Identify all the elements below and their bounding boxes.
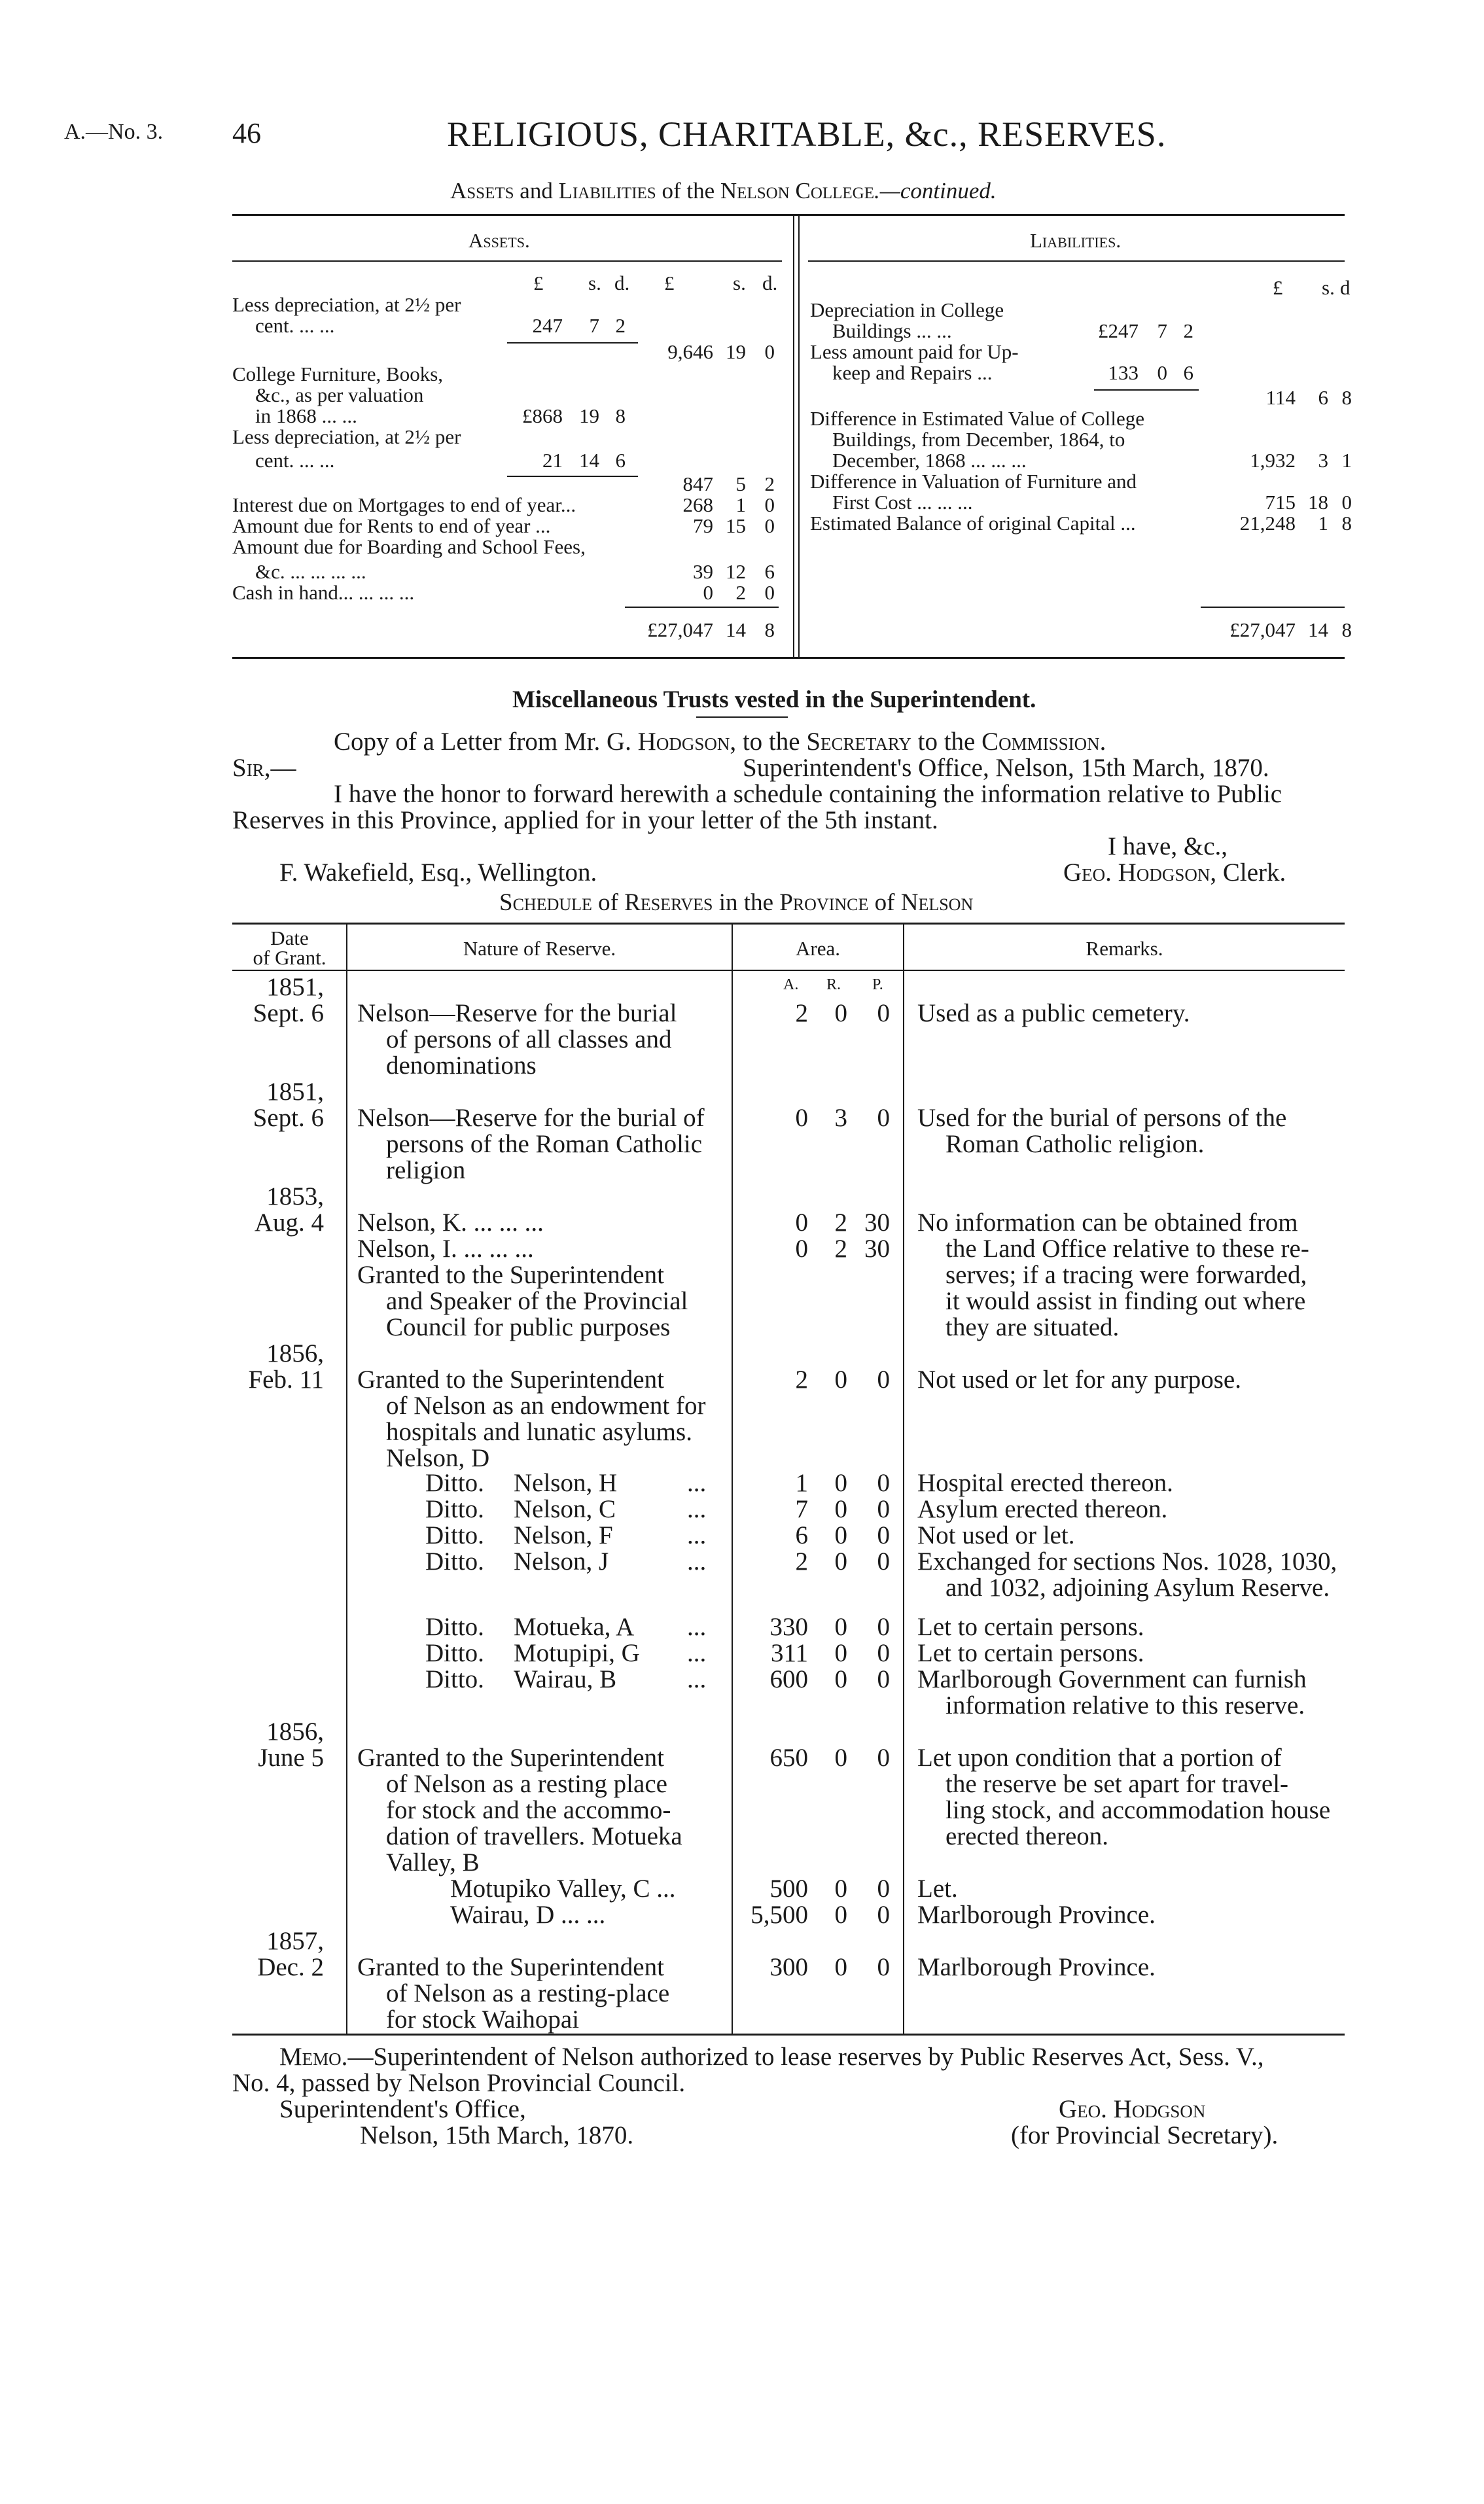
area-value: 30 (864, 1235, 890, 1263)
area-value: 0 (834, 1366, 847, 1394)
reserve-nature: dation of travellers. Motueka (386, 1822, 682, 1850)
document-reference: A.—No. 3. (64, 120, 164, 144)
amount: 6 (764, 560, 775, 583)
reserve-nature: for stock Waihopai (386, 2005, 580, 2034)
memo-text: No. 4, passed by Nelson Provincial Council. (232, 2069, 686, 2097)
reserve-nature: and Speaker of the Provincial (386, 1287, 688, 1315)
unit-acres: A. (783, 976, 799, 993)
area-value: 0 (877, 1744, 890, 1772)
ditto-mark: Ditto. (425, 1469, 484, 1497)
reserve-nature: of persons of all classes and (386, 1025, 672, 1053)
memo-office: Superintendent's Office, (279, 2095, 526, 2123)
amount: 2 (615, 314, 626, 337)
column-divider (903, 923, 904, 2034)
amount: 7 (1157, 319, 1167, 342)
remarks-text: Exchanged for sections Nos. 1028, 1030, (917, 1547, 1337, 1576)
area-value: 1 (795, 1469, 808, 1497)
ditto-mark: Ditto. (425, 1665, 484, 1693)
remarks-text: Let to certain persons. (917, 1639, 1144, 1667)
amount: 15 (726, 514, 746, 537)
asset-label: Amount due for Boarding and School Fees, (232, 535, 586, 558)
ditto-mark: Ditto. (425, 1547, 484, 1576)
asset-label: Less depreciation, at 2½ per (232, 425, 461, 448)
amount: 8 (615, 404, 626, 427)
amount: 0 (764, 493, 775, 516)
table-top-rule (232, 214, 1345, 216)
amount: 7 (589, 314, 599, 337)
area-value: 0 (834, 1953, 847, 1981)
amount: 1 (735, 493, 746, 516)
letter-body: I have the honor to forward herewith a schedule containing the information relative to Public (334, 780, 1282, 808)
reserve-nature: religion (386, 1156, 466, 1184)
liability-label: Depreciation in College (810, 298, 1004, 321)
schedule-head-rule (232, 970, 1345, 971)
remarks-text: Let to certain persons. (917, 1613, 1144, 1641)
area-value: 0 (877, 999, 890, 1027)
grant-date: 1857, (266, 1927, 324, 1955)
area-value: 7 (795, 1495, 808, 1523)
amount: 2 (764, 472, 775, 495)
area-value: 0 (877, 1104, 890, 1132)
amount: 1,932 (1250, 449, 1296, 472)
remarks-text: Roman Catholic religion. (945, 1130, 1205, 1158)
asset-label: Amount due for Rents to end of year ... (232, 514, 551, 537)
reserve-nature: of Nelson as a resting place (386, 1770, 667, 1798)
remarks-text: information relative to this reserve. (945, 1691, 1305, 1719)
remarks-text: the reserve be set apart for travel- (945, 1770, 1289, 1798)
area-value: 0 (877, 1953, 890, 1981)
grant-date: Dec. 2 (257, 1953, 324, 1981)
reserve-nature: of Nelson as an endowment for (386, 1392, 706, 1420)
liability-label: Buildings ... ... (832, 319, 952, 342)
column-divider (732, 923, 733, 2034)
reserve-name: Motueka, A (514, 1613, 635, 1641)
area-value: 0 (834, 1744, 847, 1772)
ditto-mark: Ditto. (425, 1639, 484, 1667)
area-value: 0 (877, 1521, 890, 1549)
unit-perches: P. (872, 976, 883, 993)
amount: 0 (764, 514, 775, 537)
amount: 1 (1341, 449, 1352, 472)
area-value: 0 (877, 1469, 890, 1497)
col-head: s. (588, 272, 601, 294)
grant-date: 1851, (266, 1078, 324, 1106)
memo-text: Memo.—Superintendent of Nelson authorized to lease reserves by Public Reserves Act, Sess. V., (279, 2043, 1264, 2071)
amount: 9,646 (667, 340, 713, 363)
col-nature: Nature of Reserve. (463, 937, 616, 960)
liability-label: First Cost ... ... ... (832, 491, 973, 514)
grant-date: Sept. 6 (253, 999, 324, 1027)
amount: 6 (1318, 386, 1328, 409)
assets-total: 14 (726, 618, 746, 641)
liability-label: December, 1868 ... ... ... (832, 449, 1027, 472)
remarks-text: Used as a public cemetery. (917, 999, 1190, 1027)
grant-date: 1856, (266, 1718, 324, 1746)
reserve-nature: for stock and the accommo- (386, 1796, 671, 1824)
ditto-mark: Ditto. (425, 1613, 484, 1641)
area-value: 0 (795, 1235, 808, 1263)
subtotal-rule (507, 342, 638, 344)
area-value: 500 (769, 1875, 808, 1903)
asset-label: cent. ... ... (255, 449, 335, 472)
amount: 5 (735, 472, 746, 495)
asset-label: Cash in hand... ... ... ... (232, 581, 415, 604)
amount: 247 (532, 314, 563, 337)
amount: 19 (726, 340, 746, 363)
area-value: 0 (795, 1104, 808, 1132)
schedule-top-rule (232, 923, 1345, 925)
reserve-nature: Granted to the Superintendent (357, 1744, 664, 1772)
col-head: £ (533, 272, 544, 294)
page-title: RELIGIOUS, CHARITABLE, &c., RESERVES. (447, 115, 1167, 154)
amount: 21 (542, 449, 563, 472)
reserve-nature: of Nelson as a resting-place (386, 1979, 670, 2007)
amount: 14 (579, 449, 599, 472)
asset-label: Interest due on Mortgages to end of year... (232, 493, 576, 516)
reserve-name: Motupiko Valley, C ... (450, 1875, 676, 1903)
memo-date: Nelson, 15th March, 1870. (360, 2121, 634, 2149)
grant-date: Sept. 6 (253, 1104, 324, 1132)
grant-date: 1856, (266, 1339, 324, 1367)
amount: 133 (1108, 361, 1139, 384)
amount: 8 (1341, 512, 1352, 535)
remarks-text: Not used or let. (917, 1521, 1075, 1549)
area-value: 2 (795, 1366, 808, 1394)
liability-label: Buildings, from December, 1864, to (832, 428, 1125, 451)
col-head: s. (1322, 276, 1335, 299)
amount: 0 (764, 581, 775, 604)
grant-date: June 5 (258, 1744, 324, 1772)
area-value: 2 (834, 1208, 847, 1237)
area-value: 0 (834, 1495, 847, 1523)
remarks-text: the Land Office relative to these re- (945, 1235, 1309, 1263)
area-value: 0 (877, 1613, 890, 1641)
letter-office: Superintendent's Office, Nelson, 15th March, 1870. (743, 754, 1269, 782)
letter-close: I have, &c., (1108, 832, 1228, 860)
reserve-nature: Granted to the Superintendent (357, 1366, 664, 1394)
area-value: 0 (877, 1366, 890, 1394)
reserve-nature: Nelson, K. ... ... ... (357, 1208, 544, 1237)
amount: 2 (735, 581, 746, 604)
col-head: d. (762, 272, 778, 294)
memo-signature-title: (for Provincial Secretary). (1011, 2121, 1279, 2149)
amount: 268 (682, 493, 713, 516)
area-value: 0 (834, 1639, 847, 1667)
col-head: d (1340, 276, 1351, 299)
liability-label: Difference in Estimated Value of College (810, 407, 1145, 430)
remarks-text: ling stock, and accommodation house (945, 1796, 1331, 1824)
column-divider (346, 923, 347, 2034)
area-value: 0 (834, 1901, 847, 1929)
reserve-nature: Granted to the Superintendent (357, 1953, 664, 1981)
col-remarks: Remarks. (1086, 937, 1163, 960)
remarks-text: Hospital erected thereon. (917, 1469, 1173, 1497)
reserve-name: Nelson, J (514, 1547, 609, 1576)
amount: £247 (1098, 319, 1139, 342)
amount: 114 (1265, 386, 1296, 409)
area-value: 0 (834, 1665, 847, 1693)
area-value: 0 (834, 1613, 847, 1641)
grant-date: Feb. 11 (248, 1366, 324, 1394)
remarks-text: Marlborough Province. (917, 1901, 1156, 1929)
letter-caption: Copy of a Letter from Mr. G. Hodgson, to the Secretary to the Commission. (334, 728, 1106, 756)
table-subtitle: Assets and Liabilities of the Nelson College.—continued. (450, 178, 997, 203)
remarks-text: Used for the burial of persons of the (917, 1104, 1287, 1132)
amount: 0 (1341, 491, 1352, 514)
liabilities-total: 8 (1341, 618, 1352, 641)
page-number: 46 (232, 117, 261, 149)
asset-label: &c. ... ... ... ... (255, 560, 366, 583)
liabilities-total: 14 (1308, 618, 1328, 641)
col-head: d. (614, 272, 630, 294)
amount: 19 (579, 404, 599, 427)
area-value: 0 (877, 1547, 890, 1576)
assets-heading: Assets. (468, 229, 530, 252)
reserve-name: Nelson, F (514, 1521, 613, 1549)
rule (232, 260, 782, 262)
remarks-text: Let upon condition that a portion of (917, 1744, 1282, 1772)
col-area: Area. (796, 937, 840, 960)
remarks-text: Asylum erected thereon. (917, 1495, 1168, 1523)
amount: 6 (615, 449, 626, 472)
letter-body: Reserves in this Province, applied for in your letter of the 5th instant. (232, 806, 938, 834)
amount: 79 (693, 514, 713, 537)
reserve-nature: Nelson, I. ... ... ... (357, 1235, 534, 1263)
reserve-name: Wairau, D ... ... (450, 1901, 606, 1929)
liability-label: Estimated Balance of original Capital ... (810, 512, 1136, 535)
area-value: 650 (769, 1744, 808, 1772)
remarks-text: Marlborough Government can furnish (917, 1665, 1307, 1693)
amount: 715 (1265, 491, 1296, 514)
liabilities-heading: Liabilities. (1030, 229, 1122, 252)
total-rule (1201, 607, 1345, 608)
col-head: £ (664, 272, 675, 294)
amount: 8 (1341, 386, 1352, 409)
area-value: 0 (877, 1495, 890, 1523)
area-value: 0 (834, 1875, 847, 1903)
subtotal-rule (1094, 389, 1199, 391)
amount: 39 (693, 560, 713, 583)
remarks-text: it would assist in finding out where (945, 1287, 1306, 1315)
asset-label: in 1868 ... ... (255, 404, 357, 427)
area-value: 6 (795, 1521, 808, 1549)
amount: 0 (764, 340, 775, 363)
amount: 6 (1183, 361, 1193, 384)
reserve-name: Nelson, H (514, 1469, 618, 1497)
reserve-nature: denominations (386, 1051, 537, 1080)
col-head: £ (1273, 276, 1283, 299)
area-value: 0 (877, 1639, 890, 1667)
liabilities-total: £27,047 (1229, 618, 1296, 641)
grant-date: Aug. 4 (254, 1208, 324, 1237)
area-value: 0 (877, 1665, 890, 1693)
amount: 847 (682, 472, 713, 495)
area-value: 0 (877, 1901, 890, 1929)
col-head: s. (733, 272, 746, 294)
area-value: 300 (769, 1953, 808, 1981)
section-heading: Miscellaneous Trusts vested in the Superintendent. (512, 686, 1036, 713)
amount: 0 (703, 581, 713, 604)
asset-label: cent. ... ... (255, 314, 335, 337)
unit-roods: R. (826, 976, 841, 993)
letter-addressee: F. Wakefield, Esq., Wellington. (279, 858, 597, 887)
amount: £868 (522, 404, 563, 427)
asset-label: College Furniture, Books, (232, 362, 444, 385)
table-bottom-rule (232, 657, 1345, 659)
remarks-text: they are situated. (945, 1313, 1120, 1341)
liability-label: keep and Repairs ... (832, 361, 993, 384)
subtotal-rule (507, 476, 638, 477)
reserve-nature: Council for public purposes (386, 1313, 671, 1341)
area-value: 311 (770, 1639, 808, 1667)
reserve-nature: Nelson—Reserve for the burial (357, 999, 677, 1027)
schedule-bottom-rule (232, 2034, 1345, 2036)
amount: 1 (1318, 512, 1328, 535)
schedule-title: Schedule of Reserves in the Province of Nelson (499, 889, 974, 916)
asset-label: Less depreciation, at 2½ per (232, 293, 461, 316)
area-value: 2 (795, 1547, 808, 1576)
ditto-mark: Ditto. (425, 1495, 484, 1523)
ditto-mark: Ditto. (425, 1521, 484, 1549)
liability-label: Difference in Valuation of Furniture and (810, 470, 1137, 493)
memo-signature: Geo. Hodgson (1059, 2095, 1206, 2123)
grant-date: 1851, (266, 973, 324, 1001)
reserve-nature: hospitals and lunatic asylums. (386, 1418, 692, 1446)
assets-total: 8 (764, 618, 775, 641)
reserve-nature: Granted to the Superintendent (357, 1261, 664, 1289)
area-value: 0 (877, 1875, 890, 1903)
amount: 0 (1157, 361, 1167, 384)
amount: 21,248 (1239, 512, 1296, 535)
remarks-text: Let. (917, 1875, 958, 1903)
amount: 12 (726, 560, 746, 583)
area-value: 0 (795, 1208, 808, 1237)
remarks-text: No information can be obtained from (917, 1208, 1298, 1237)
area-value: 0 (834, 1469, 847, 1497)
area-value: 2 (795, 999, 808, 1027)
area-value: 3 (834, 1104, 847, 1132)
salutation: Sir,— (232, 754, 296, 782)
letter-signature: Geo. Hodgson, Clerk. (1063, 858, 1286, 887)
reserve-nature: Nelson—Reserve for the burial of (357, 1104, 705, 1132)
column-divider (798, 216, 800, 658)
asset-label: &c., as per valuation (255, 383, 424, 406)
rule (696, 716, 788, 718)
remarks-text: Marlborough Province. (917, 1953, 1156, 1981)
reserve-name: Wairau, B (514, 1665, 617, 1693)
amount: 2 (1183, 319, 1193, 342)
area-value: 0 (834, 1547, 847, 1576)
area-value: 600 (769, 1665, 808, 1693)
col-date: of Grant. (253, 946, 327, 969)
area-value: 330 (769, 1613, 808, 1641)
remarks-text: serves; if a tracing were forwarded, (945, 1261, 1307, 1289)
grant-date: 1853, (266, 1182, 324, 1210)
area-value: 0 (834, 1521, 847, 1549)
column-divider (793, 216, 794, 658)
reserve-name: Nelson, C (514, 1495, 616, 1523)
reserve-nature: Nelson, D (386, 1444, 490, 1472)
remarks-text: Not used or let for any purpose. (917, 1366, 1241, 1394)
amount: 18 (1308, 491, 1328, 514)
reserve-name: Motupipi, G (514, 1639, 640, 1667)
assets-total: £27,047 (647, 618, 713, 641)
area-value: 2 (834, 1235, 847, 1263)
total-rule (625, 607, 779, 608)
remarks-text: erected thereon. (945, 1822, 1109, 1850)
liability-label: Less amount paid for Up- (810, 340, 1019, 363)
area-value: 30 (864, 1208, 890, 1237)
area-value: 0 (834, 999, 847, 1027)
reserve-nature: persons of the Roman Catholic (386, 1130, 703, 1158)
remarks-text: and 1032, adjoining Asylum Reserve. (945, 1574, 1330, 1602)
rule (808, 260, 1345, 262)
reserve-nature: Valley, B (386, 1848, 480, 1877)
amount: 3 (1318, 449, 1328, 472)
col-date: Date (270, 926, 309, 949)
area-value: 5,500 (751, 1901, 808, 1929)
